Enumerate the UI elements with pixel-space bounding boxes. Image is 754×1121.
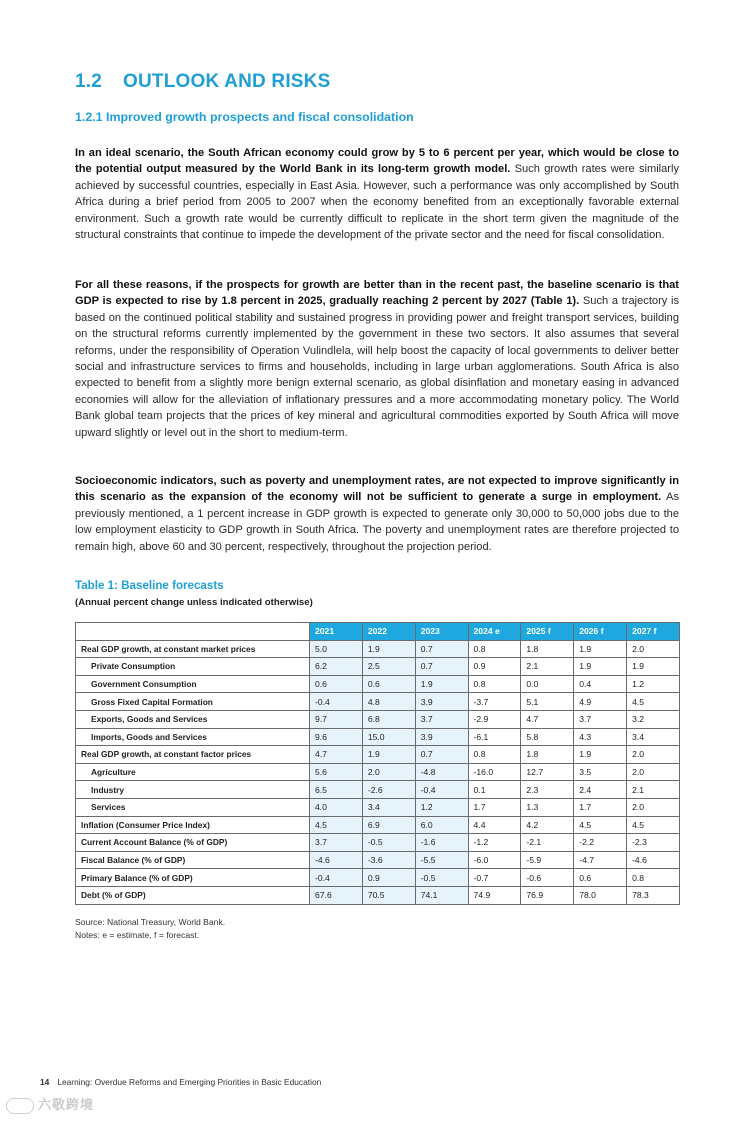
table-row — [76, 675, 680, 693]
table-cell: 0.8 — [468, 675, 521, 693]
table-abbreviations-note: Notes: e = estimate, f = forecast. — [75, 930, 200, 940]
table-cell: 3.7 — [310, 834, 363, 852]
table-cell: 6.5 — [310, 781, 363, 799]
table-cell: -0.5 — [415, 869, 468, 887]
table-cell: 6.2 — [310, 658, 363, 676]
table-cell: -3.6 — [362, 851, 415, 869]
table-source: Source: National Treasury, World Bank. — [75, 917, 226, 927]
table-cell: -0.6 — [521, 869, 574, 887]
table-cell: 0.7 — [415, 640, 468, 658]
table-cell: 5.0 — [310, 640, 363, 658]
table-cell: 1.9 — [574, 746, 627, 764]
page-number: 14 — [40, 1077, 50, 1087]
table-cell: -3.7 — [468, 693, 521, 711]
table-cell: 1.9 — [574, 640, 627, 658]
table-cell: -0.4 — [310, 869, 363, 887]
table-cell: -4.6 — [627, 851, 680, 869]
table-row-label: Private Consumption — [76, 658, 310, 676]
table-cell: 4.2 — [521, 816, 574, 834]
table-header-year: 2021 — [310, 623, 363, 641]
table-cell: 9.7 — [310, 710, 363, 728]
table-cell: 2.1 — [521, 658, 574, 676]
table-cell: 4.7 — [521, 710, 574, 728]
table-row — [76, 728, 680, 746]
watermark — [6, 1094, 94, 1114]
section-number: 1.2 — [75, 71, 103, 92]
table-row — [76, 746, 680, 764]
table-row — [76, 640, 680, 658]
table-cell: 4.9 — [574, 693, 627, 711]
table-cell: 0.0 — [521, 675, 574, 693]
table-cell: -0.4 — [310, 693, 363, 711]
table-cell: 1.7 — [574, 798, 627, 816]
table-cell: 0.9 — [468, 658, 521, 676]
table-subcaption: (Annual percent change unless indicated otherwise) — [75, 597, 313, 608]
table-cell: 0.4 — [574, 675, 627, 693]
watermark-text: 六敬跨境 — [38, 1097, 95, 1112]
table-cell: -1.2 — [468, 834, 521, 852]
table-cell: 4.4 — [468, 816, 521, 834]
table-cell: 6.8 — [362, 710, 415, 728]
table-cell: 0.7 — [415, 746, 468, 764]
table-cell: 78.3 — [627, 886, 680, 904]
subsection-heading: 1.2.1 Improved growth prospects and fiscal consolidation — [75, 110, 414, 124]
table-cell: 0.7 — [415, 658, 468, 676]
table-row-label: Government Consumption — [76, 675, 310, 693]
table-cell: -1.6 — [415, 834, 468, 852]
table-cell: 78.0 — [574, 886, 627, 904]
table-cell: 4.5 — [627, 693, 680, 711]
table-cell: -2.9 — [468, 710, 521, 728]
table-cell: 1.9 — [574, 658, 627, 676]
table-cell: 1.9 — [627, 658, 680, 676]
table-cell: 12.7 — [521, 763, 574, 781]
table-header-year: 2022 — [362, 623, 415, 641]
paragraph-body: As previously mentioned, a 1 percent increase in GDP growth is expected to generate only 30,000 to 50,000 jobs due to the low employment elasticity to GDP growth in South Africa. The poverty and unemployment rates are therefore projected to remain high, above 60 and 30 percent, respectively, throughout the projection period. — [75, 491, 679, 553]
table-row — [76, 869, 680, 887]
table-cell: 4.3 — [574, 728, 627, 746]
table-cell: -4.8 — [415, 763, 468, 781]
page-footer — [40, 1077, 321, 1087]
table-cell: 2.3 — [521, 781, 574, 799]
table-cell: 1.2 — [627, 675, 680, 693]
table-cell: 2.0 — [362, 763, 415, 781]
table-cell: 3.7 — [415, 710, 468, 728]
table-cell: -5.9 — [521, 851, 574, 869]
table-cell: 1.7 — [468, 798, 521, 816]
table-header-year: 2026 f — [574, 623, 627, 641]
table-cell: 1.2 — [415, 798, 468, 816]
table-cell: 3.4 — [362, 798, 415, 816]
table-cell: 2.0 — [627, 798, 680, 816]
table-cell: 2.0 — [627, 763, 680, 781]
table-cell: 2.1 — [627, 781, 680, 799]
table-cell: 6.0 — [415, 816, 468, 834]
table-row — [76, 710, 680, 728]
table-row — [76, 693, 680, 711]
paragraph-lead: In an ideal scenario, the South African economy could grow by 5 to 6 percent per year, which would be close to the potential output measured by the World Bank in its long-term growth model. — [75, 147, 679, 176]
table-cell: 4.5 — [574, 816, 627, 834]
table-cell: -6.1 — [468, 728, 521, 746]
paragraph — [75, 145, 679, 243]
table-cell: 3.9 — [415, 693, 468, 711]
table-cell: 1.8 — [521, 640, 574, 658]
table-cell: 4.8 — [362, 693, 415, 711]
table-row-label: Exports, Goods and Services — [76, 710, 310, 728]
paragraph-body: Such a trajectory is based on the continued political stability and sustained progress in providing power and freight transport services, building on the structural reforms currently implemented by the government in these two sectors. It also assumes that several reforms, under the responsibility of Operation Vulindlela, will help boost the capacity of local governments to deliver better social and infrastructure services to firms and households, including in large urban agglomerations. South Africa is also expected to benefit from a slightly more benign external scenario, as global disinflation and monetary easing in advanced economies will allow for the alleviation of inflationary pressures and a more accommodating monetary policy. The World Bank global team projects that the prices of key mineral and agricultural commodities exported by South Africa will move upward slightly or level out in the short to medium-term. — [75, 295, 680, 439]
table-cell: -4.6 — [310, 851, 363, 869]
paragraph-lead: For all these reasons, if the prospects for growth are better than in the recent past, the baseline scenario is that GDP is expected to rise by 1.8 percent in 2025, gradually reaching 2 percent by 2027 (Table 1). — [75, 279, 679, 308]
table-row-label: Real GDP growth, at constant factor prices — [76, 746, 310, 764]
table-notes — [75, 916, 225, 942]
table-row-label: Agriculture — [76, 763, 310, 781]
table-cell: 74.9 — [468, 886, 521, 904]
table-cell: -0.4 — [415, 781, 468, 799]
table-cell: 2.0 — [627, 746, 680, 764]
table-cell: 76.9 — [521, 886, 574, 904]
table-row-label: Gross Fixed Capital Formation — [76, 693, 310, 711]
table-header-row — [76, 623, 680, 641]
table-cell: 3.2 — [627, 710, 680, 728]
table-row — [76, 798, 680, 816]
table-row — [76, 763, 680, 781]
table-row-label: Industry — [76, 781, 310, 799]
table-cell: -16.0 — [468, 763, 521, 781]
section-heading — [75, 71, 330, 93]
table-cell: -4.7 — [574, 851, 627, 869]
table-cell: -6.0 — [468, 851, 521, 869]
table-cell: 6.9 — [362, 816, 415, 834]
table-cell: -0.5 — [362, 834, 415, 852]
table-cell: 2.0 — [627, 640, 680, 658]
table-cell: 0.8 — [627, 869, 680, 887]
table-cell: 0.8 — [468, 746, 521, 764]
table-cell: -2.6 — [362, 781, 415, 799]
table-cell: -5.5 — [415, 851, 468, 869]
table-cell: 1.8 — [521, 746, 574, 764]
baseline-forecast-table — [75, 622, 680, 905]
table-header-blank — [76, 623, 310, 641]
table-cell: -0.7 — [468, 869, 521, 887]
table-cell: 4.5 — [627, 816, 680, 834]
table-body — [76, 640, 680, 904]
table-cell: 1.9 — [415, 675, 468, 693]
table-row — [76, 886, 680, 904]
table-cell: 4.7 — [310, 746, 363, 764]
table-cell: 1.3 — [521, 798, 574, 816]
table-cell: 67.6 — [310, 886, 363, 904]
table-cell: 1.9 — [362, 640, 415, 658]
table-cell: 9.6 — [310, 728, 363, 746]
table-row-label: Current Account Balance (% of GDP) — [76, 834, 310, 852]
table-cell: 5.8 — [521, 728, 574, 746]
table-cell: 2.4 — [574, 781, 627, 799]
table-cell: 1.9 — [362, 746, 415, 764]
table-cell: 5.1 — [521, 693, 574, 711]
table-cell: -2.2 — [574, 834, 627, 852]
table-cell: 4.5 — [310, 816, 363, 834]
table-row-label: Primary Balance (% of GDP) — [76, 869, 310, 887]
table-cell: 2.5 — [362, 658, 415, 676]
table-row — [76, 781, 680, 799]
table-header-year: 2024 e — [468, 623, 521, 641]
paragraph — [75, 473, 679, 555]
table-header-year: 2023 — [415, 623, 468, 641]
table-cell: 0.6 — [310, 675, 363, 693]
paragraph-lead: Socioeconomic indicators, such as poverty and unemployment rates, are not expected to improve significantly in this scenario as the expansion of the economy will not be sufficient to generate a surge in employment. — [75, 475, 679, 504]
footer-title: Learning: Overdue Reforms and Emerging Priorities in Basic Education — [57, 1077, 322, 1087]
table-cell: 3.4 — [627, 728, 680, 746]
table-row — [76, 658, 680, 676]
table-row-label: Fiscal Balance (% of GDP) — [76, 851, 310, 869]
table-row-label: Debt (% of GDP) — [76, 886, 310, 904]
table-cell: -2.3 — [627, 834, 680, 852]
paragraph-body: Such growth rates were similarly achieved by successful countries, especially in East Asia. However, such a performance was only accomplished by South Africa during a brief period from 2005 to 2007 when the economy benefited from an exceptionally favorable external environment. Such a growth rate would be currently difficult to replicate in the short term given the magnitude of the structural constraints that continue to impede the development of the private sector and the need for fiscal consolidation. — [75, 163, 680, 242]
table-cell: 3.7 — [574, 710, 627, 728]
table-cell: 74.1 — [415, 886, 468, 904]
table-cell: 0.6 — [574, 869, 627, 887]
table-row — [76, 834, 680, 852]
table-row-label: Services — [76, 798, 310, 816]
table-header-year: 2025 f — [521, 623, 574, 641]
table-row-label: Real GDP growth, at constant market prices — [76, 640, 310, 658]
table-cell: 4.0 — [310, 798, 363, 816]
table-cell: 0.9 — [362, 869, 415, 887]
table-cell: 15.0 — [362, 728, 415, 746]
table-cell: -2.1 — [521, 834, 574, 852]
table-row-label: Imports, Goods and Services — [76, 728, 310, 746]
table-row — [76, 851, 680, 869]
table-cell: 3.5 — [574, 763, 627, 781]
section-title: OUTLOOK AND RISKS — [123, 71, 331, 92]
table-cell: 0.6 — [362, 675, 415, 693]
table-row-label: Inflation (Consumer Price Index) — [76, 816, 310, 834]
table-cell: 5.6 — [310, 763, 363, 781]
table-cell: 0.8 — [468, 640, 521, 658]
table-cell: 70.5 — [362, 886, 415, 904]
table-cell: 0.1 — [468, 781, 521, 799]
table-caption: Table 1: Baseline forecasts — [75, 579, 224, 592]
watermark-logo-icon — [6, 1098, 34, 1114]
table-header-year: 2027 f — [627, 623, 680, 641]
paragraph — [75, 277, 679, 441]
table-cell: 3.9 — [415, 728, 468, 746]
table-row — [76, 816, 680, 834]
